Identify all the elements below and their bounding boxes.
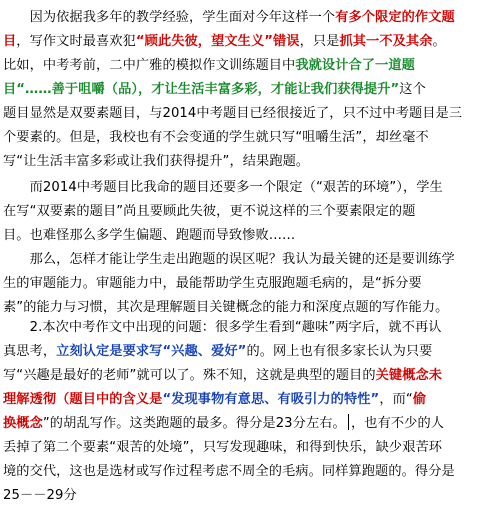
highlighted-text-red: “顾此失彼，望文生义”错误	[135, 34, 300, 49]
highlighted-text-green: 目“……善于咀嚼（品），才让生活丰富多彩，才能让我们获得提升”	[3, 82, 400, 97]
highlighted-text-red: 关键概念未	[375, 368, 443, 383]
text-segment: 写“兴趣是最好的老师”就可以了。殊不知，这就是典型的题目的	[3, 368, 376, 383]
text-line	[3, 102, 462, 126]
text-line	[3, 6, 455, 30]
highlighted-text-red: 理解透彻（题目中的含义是	[3, 392, 163, 407]
text-segment: 写“让生活丰富多彩或让我们获得提升”，结果跑题。	[3, 154, 310, 169]
highlighted-text-blue: 立刻认定是要求写“兴趣、爱好”	[56, 344, 247, 359]
text-line	[3, 460, 455, 484]
text-segment: ”的胡乱写作。这类跑题的最多。得分是23分左右。	[42, 416, 346, 431]
text-segment: 题目显然是双要素题目，与2014中考题目已经很接近了，只不过中考题目是三	[3, 106, 463, 121]
text-line	[3, 176, 443, 200]
text-segment: 目。也难怪那么多学生偏题、跑题而导致惨败……	[3, 228, 296, 243]
text-segment: 因为依据我多年的教学经验，学生面对今年这样一个	[3, 10, 336, 25]
text-line	[3, 364, 442, 388]
text-segment: 那么，怎样才能让学生走出跑题的误区呢？我认为最关键的还是要训练学	[3, 252, 455, 267]
text-segment: 个要素的。但是，我校也有不会变通的学生就只写“咀嚼生活”，却丝毫不	[3, 130, 429, 145]
text-segment: 2.本次中考作文中出现的问题：很多学生看到“趣味”两字后，就不再认	[3, 320, 442, 335]
text-line	[3, 200, 416, 224]
text-segment: 而2014中考题目比我命的题目还要多一个限定（“艰苦的环境”），学生	[3, 180, 443, 195]
highlighted-text-red: 有多个限定的作文题	[335, 10, 455, 25]
text-segment: 这个	[399, 82, 426, 97]
highlighted-text-red: 目	[3, 34, 17, 49]
text-segment: 比如，中考考前，二中广雅的模拟作文训练题目中	[3, 58, 296, 73]
text-line	[3, 388, 426, 412]
highlighted-text-red: 偷	[412, 392, 427, 407]
highlighted-text-red: 换概念	[3, 416, 43, 431]
text-line	[3, 30, 446, 54]
text-segment: 25－－29分	[3, 488, 77, 503]
highlighted-text-blue: “发现事物有意思、有吸引力的特性”	[162, 392, 380, 407]
text-segment: 在写“双要素的题目”尚且要顾此失彼，更不说这样的三个要素限定的题	[3, 204, 416, 219]
text-line	[3, 340, 432, 364]
text-segment: 丢掉了第二个要素“艰苦的处境”，只写发现趣味，和得到快乐，缺少艰苦环	[3, 440, 443, 455]
text-line	[3, 54, 415, 78]
text-segment: 境的交代，这也是选材或写作过程考虑不周全的毛病。同样算跑题的。得分是	[3, 464, 455, 479]
text-line	[3, 248, 455, 272]
text-line	[3, 412, 444, 436]
text-segment: ，写作文时最喜欢犯	[16, 34, 136, 49]
text-segment: 素”的能力与习惯，其次是理解题目关键概念的能力和深度点题的写作能力。	[3, 300, 449, 315]
text-segment: ，也有不少的人	[351, 416, 445, 431]
text-segment: ，只是	[299, 34, 340, 49]
text-segment: 。	[432, 34, 446, 49]
text-line	[3, 436, 442, 460]
text-segment: ，而“	[379, 392, 413, 407]
highlighted-text-red: 抓其一不及其余	[339, 34, 433, 49]
text-segment: 生的审题能力。审题能力中，最能帮助学生克服跑题毛病的，是“拆分要	[3, 276, 422, 291]
text-line	[3, 126, 429, 150]
text-line	[3, 78, 426, 102]
text-line	[3, 484, 77, 508]
text-segment: 的。网上也有很多家长认为只要	[246, 344, 433, 359]
text-line	[3, 316, 442, 340]
text-cursor-icon	[348, 414, 349, 430]
text-line	[3, 150, 309, 174]
text-line	[3, 272, 422, 296]
text-line	[3, 224, 295, 248]
text-segment: 真思考，	[3, 344, 57, 359]
highlighted-text-green: 我就设计合了一道题	[295, 58, 415, 73]
